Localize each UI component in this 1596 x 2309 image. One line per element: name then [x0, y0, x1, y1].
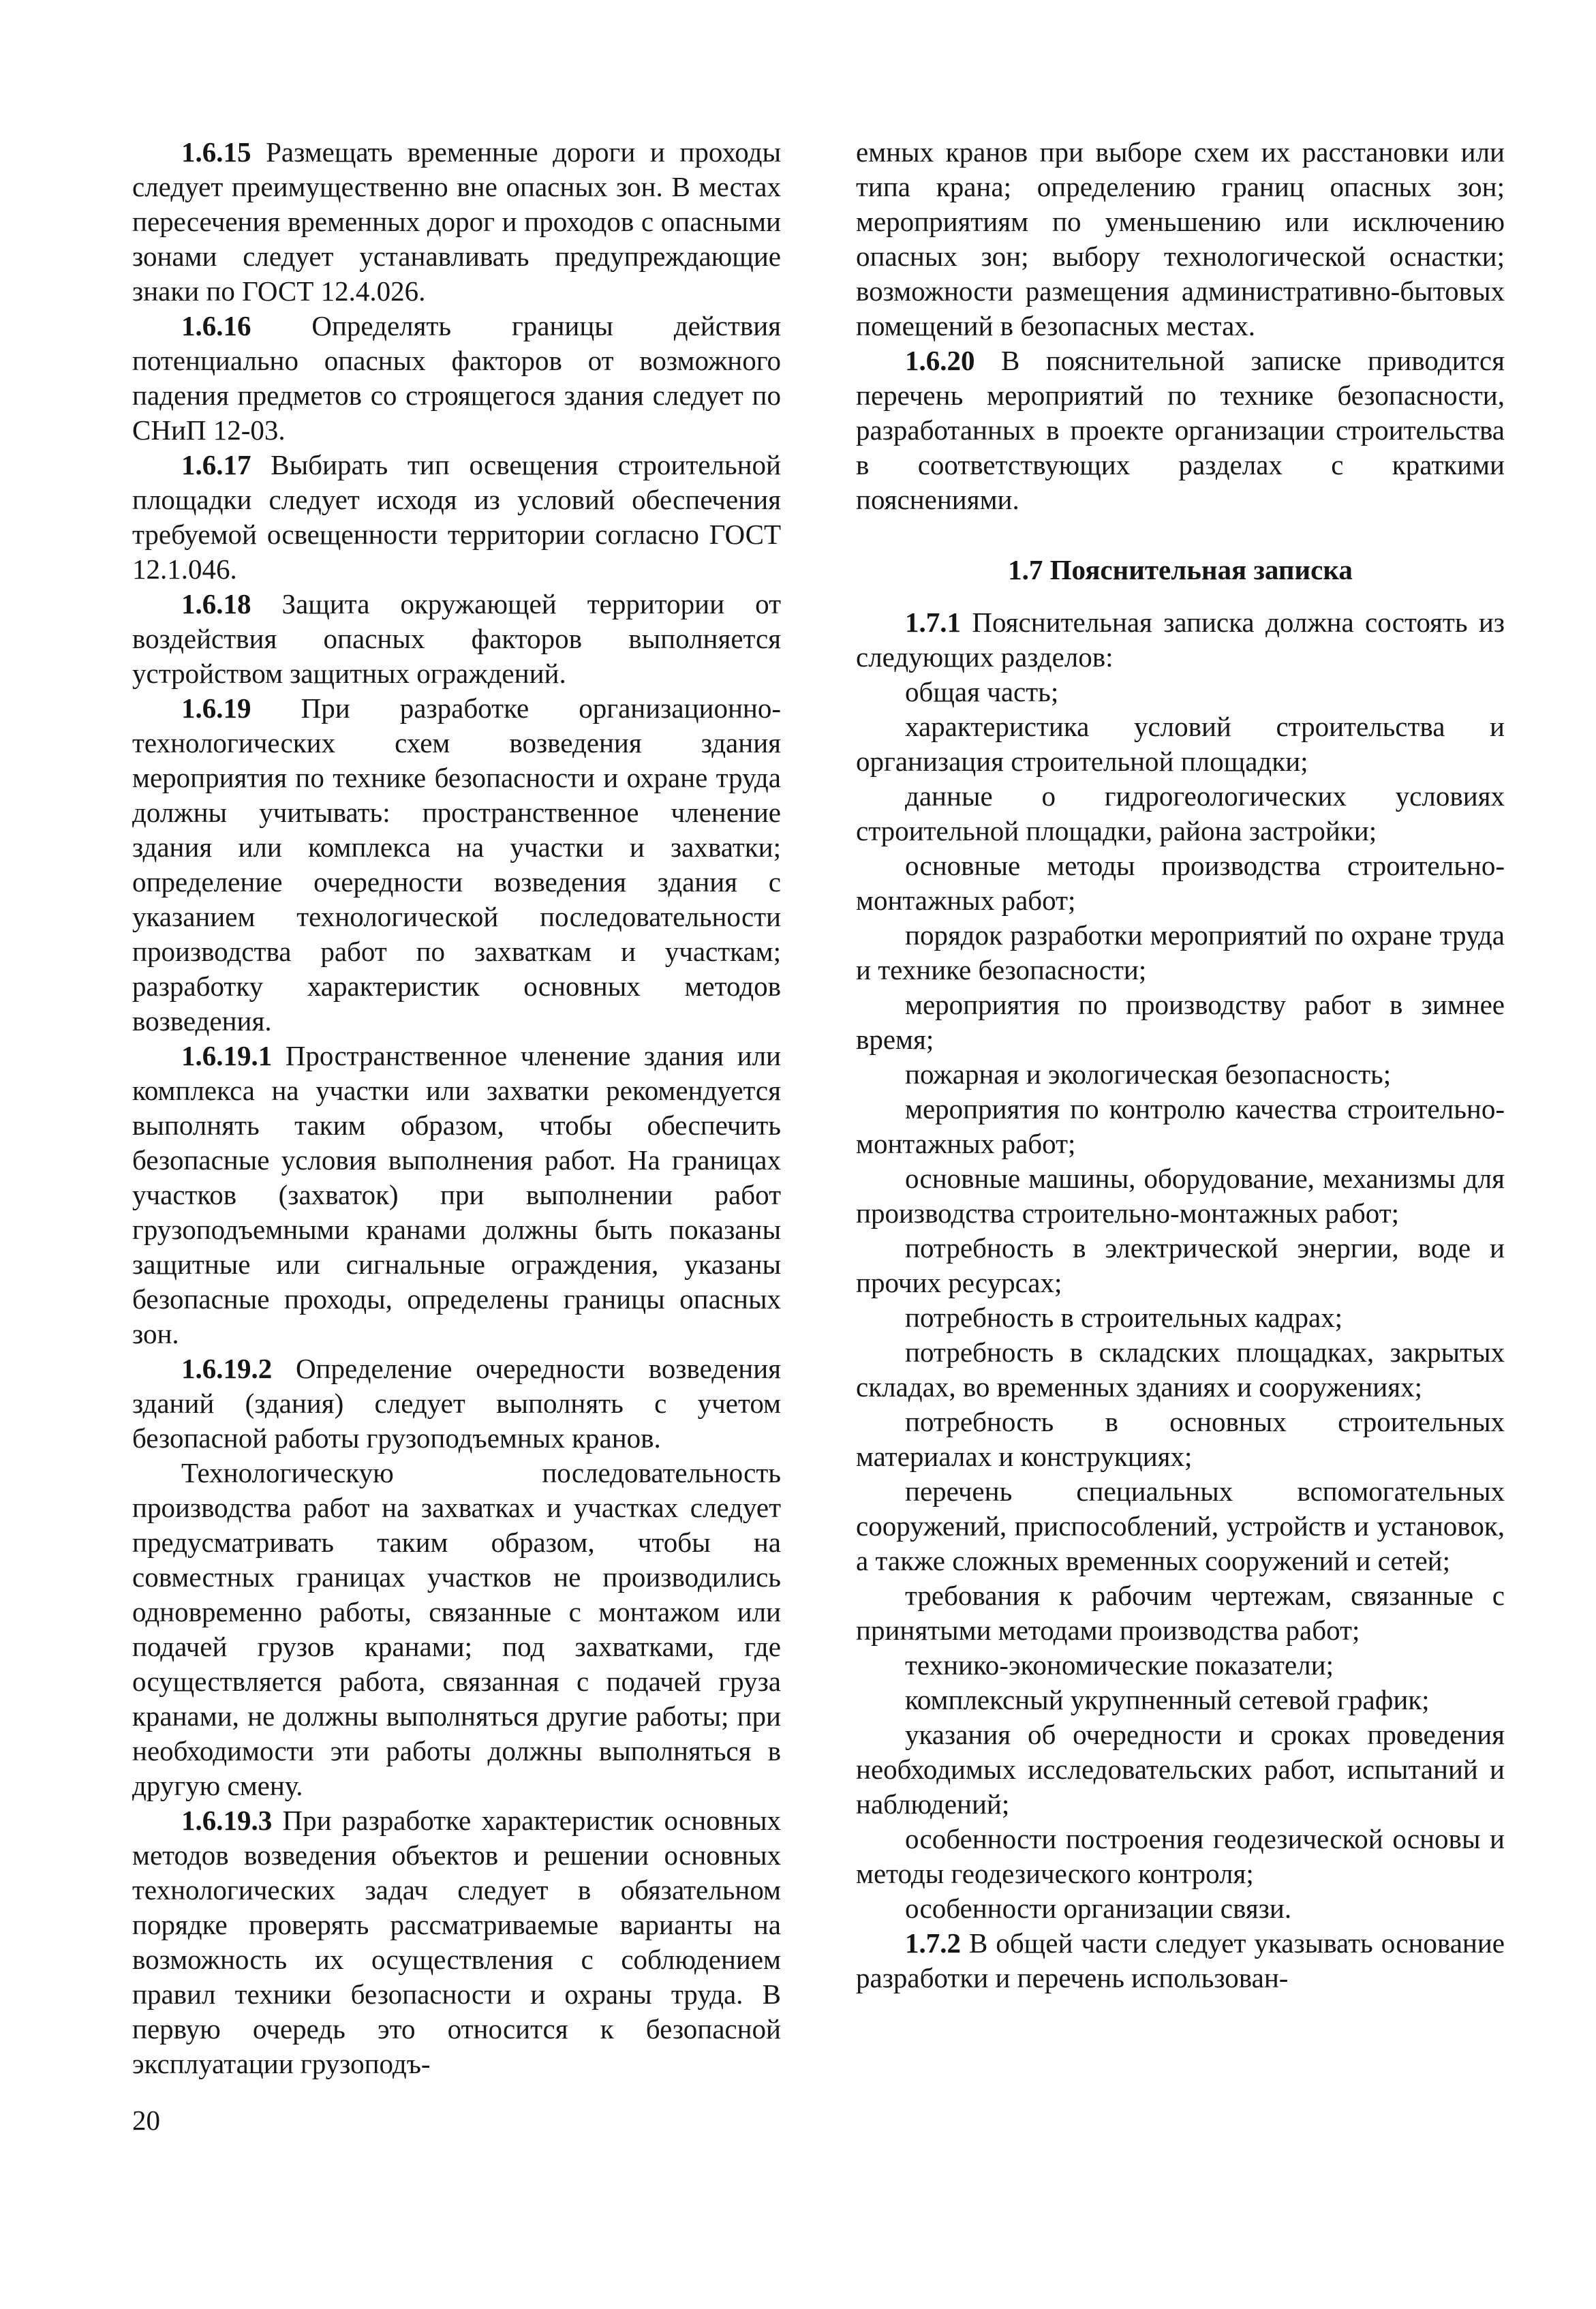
paragraph-text: Определять границы действия потенциально опасных факторов от возможного падения предметов со строящегося здания следует по СНиП 12-03. [132, 310, 781, 446]
list-item: данные о гидрогеологических условиях строительной площадки, района застройки; [856, 780, 1505, 846]
list-item: указания об очередности и сроках проведения необходимых исследовательских работ, испытаний и наблюдений; [856, 1719, 1505, 1820]
clause-number: 1.6.16 [181, 310, 251, 341]
paragraph-text: Пространственное членение здания или комплекса на участки или захватки рекомендуется выполнять таким образом, чтобы обеспечить безопасные условия выполнения работ. На границах участков (захваток) при выполнении работ грузоподъемными кранами должны быть показаны защитные или сигнальные ограждения, указаны безопасные проходы, определены границы опасных зон. [132, 1040, 781, 1349]
list-item: комплексный укрупненный сетевой график; [905, 1684, 1430, 1715]
clause-number: 1.6.18 [181, 588, 251, 620]
clause-number: 1.6.17 [181, 449, 251, 480]
list-item: перечень специальных вспомогательных сооружений, приспособлений, устройств и установок, а также сложных временных сооружений и сетей; [856, 1475, 1505, 1576]
page-number: 20 [132, 2105, 160, 2136]
paragraph-text: Пояснительная записка должна состоять из следующих разделов: [856, 607, 1505, 673]
left-column [132, 135, 781, 2081]
paragraph-text: Определение очередности возведения зданий (здания) следует выполнять с учетом безопасной работы грузоподъемных кранов. [132, 1353, 781, 1454]
paragraph [132, 448, 781, 587]
list-item: потребность в строительных кадрах; [905, 1302, 1343, 1333]
clause-number: 1.6.20 [905, 345, 975, 376]
paragraph-text: При разработке организационно-технологических схем возведения здания мероприятия по технике безопасности и охране труда должны учитывать: пространственное членение здания или комплекса на участки и захватки; определение очередности возведения здания с указанием технологической последовательности производства работ по захваткам и участкам; разработку характеристик основных методов возведения. [132, 692, 781, 1037]
paragraph-text: Защита окружающей территории от воздействия опасных факторов выполняется устройством защитных ограждений. [132, 588, 781, 689]
clause-number: 1.7.1 [905, 607, 961, 638]
paragraph [132, 135, 781, 309]
list-item: общая часть; [905, 676, 1059, 707]
list-item: основные методы производства строительно-монтажных работ; [856, 850, 1505, 916]
right-column [856, 135, 1505, 1995]
list-item: основные машины, оборудование, механизмы для производства строительно-монтажных работ; [856, 1163, 1505, 1229]
list-item: особенности построения геодезической основы и методы геодезического контроля; [856, 1823, 1505, 1889]
paragraph [856, 1926, 1505, 1995]
paragraph [132, 1039, 781, 1351]
paragraph [856, 343, 1505, 517]
paragraph [132, 309, 781, 448]
clause-number: 1.7.2 [905, 1927, 961, 1959]
list-item: потребность в основных строительных материалах и конструкциях; [856, 1406, 1505, 1472]
clause-number: 1.6.19.3 [181, 1805, 273, 1836]
paragraph [856, 605, 1505, 675]
list-item: потребность в электрической энергии, воде и прочих ресурсах; [856, 1232, 1505, 1298]
paragraph [132, 1351, 781, 1456]
list-item: потребность в складских площадках, закрытых складах, во временных зданиях и сооружениях; [856, 1336, 1505, 1403]
paragraph-text: Технологическую последовательность производства работ на захватках и участках следует предусматривать таким образом, чтобы на совместных границах участков не производились одновременно работы, связанные с монтажом или подачей грузов кранами; под захватками, где осуществляется работа, связанная с подачей груза кранами, не должны выполняться другие работы; при необходимости эти работы должны выполняться в другую смену. [132, 1457, 781, 1801]
paragraph-text: При разработке характеристик основных методов возведения объектов и решении основных технологических задач следует в обязательном порядке проверять рассматриваемые варианты на возможность их осуществления с соблюдением правил техники безопасности и охраны труда. В первую очередь это относится к безопасной эксплуатации грузоподъ- [132, 1805, 781, 2079]
paragraph-text: емных кранов при выборе схем их расстановки или типа крана; определению границ опасных зон; мероприятиям по уменьшению или исключению опасных зон; выбору технологической оснастки; возможности размещения административно-бытовых помещений в безопасных местах. [856, 136, 1505, 341]
list-item: пожарная и экологическая безопасность; [905, 1058, 1392, 1090]
paragraph-text: Размещать временные дороги и проходы следует преимущественно вне опасных зон. В местах пересечения временных дорог и проходов с опасными зонами следует устанавливать предупреждающие знаки по ГОСТ 12.4.026. [132, 136, 781, 307]
clause-number: 1.6.19.2 [181, 1353, 273, 1384]
paragraph-text: В пояснительной записке приводится перечень мероприятий по технике безопасности, разработанных в проекте организации строительства в соответствующих разделах с краткими пояснениями. [856, 345, 1505, 515]
paragraph [132, 1803, 781, 2081]
paragraph [132, 1456, 781, 1803]
paragraph [132, 691, 781, 1039]
paragraph-text: Выбирать тип освещения строительной площадки следует исходя из условий обеспечения требуемой освещенности территории согласно ГОСТ 12.1.046. [132, 449, 781, 585]
paragraph-continuation [856, 135, 1505, 343]
paragraph [132, 587, 781, 691]
list-item: особенности организации связи. [905, 1893, 1292, 1924]
section-heading: 1.7 Пояснительная записка [1008, 554, 1353, 585]
clause-number: 1.6.19 [181, 692, 251, 724]
list-item: мероприятия по производству работ в зимнее время; [856, 989, 1505, 1055]
paragraph-text: В общей части следует указывать основание разработки и перечень использован- [856, 1927, 1505, 1993]
list-item: технико-экономические показатели; [905, 1649, 1334, 1681]
list-item: порядок разработки мероприятий по охране труда и технике безопасности; [856, 919, 1505, 985]
clause-number: 1.6.15 [181, 136, 251, 168]
section-list [856, 675, 1505, 1926]
list-item: характеристика условий строительства и организация строительной площадки; [856, 711, 1505, 777]
list-item: мероприятия по контролю качества строительно-монтажных работ; [856, 1093, 1505, 1159]
clause-number: 1.6.19.1 [181, 1040, 273, 1071]
list-item: требования к рабочим чертежам, связанные с принятыми методами производства работ; [856, 1580, 1505, 1646]
